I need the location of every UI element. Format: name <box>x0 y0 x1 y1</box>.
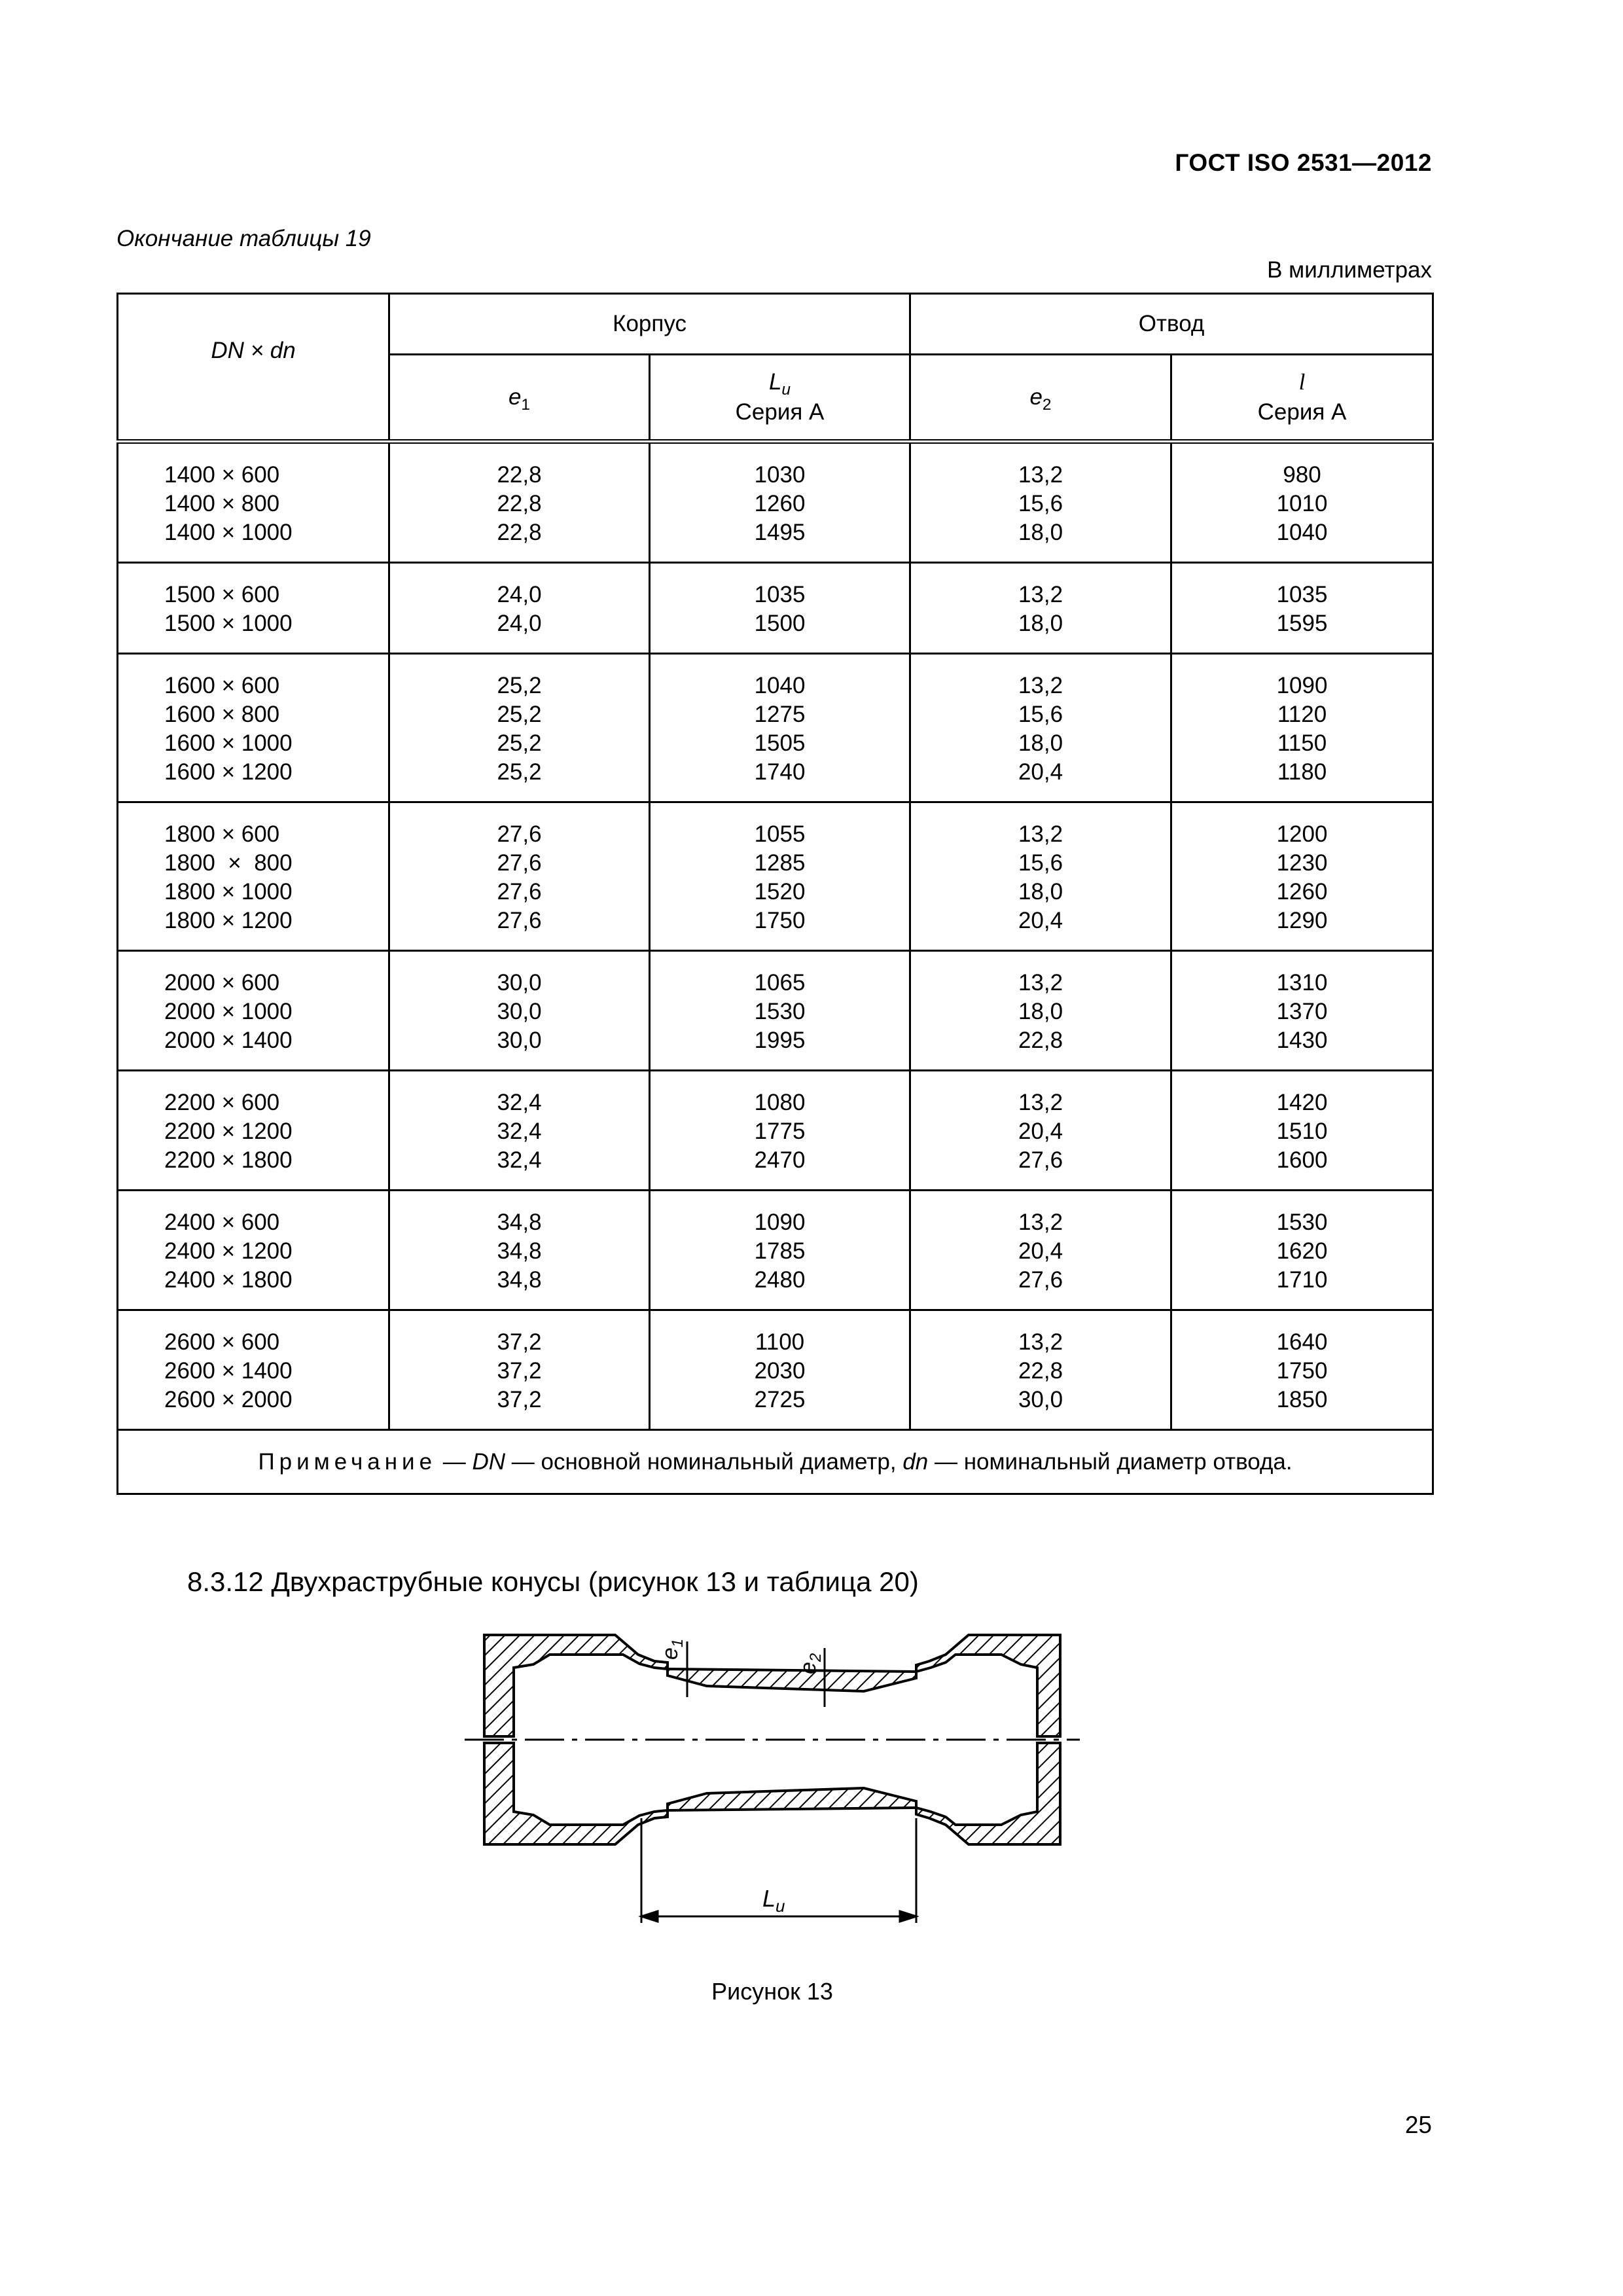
label-e2: $e_2$ <box>796 1653 825 1674</box>
cell-e1: 25,2 25,2 25,2 25,2 <box>389 654 650 802</box>
cell-lu: 1040 1275 1505 1740 <box>650 654 910 802</box>
table-row-group <box>118 1310 1433 1430</box>
cell-e2: 13,2 15,6 18,0 20,4 <box>910 802 1171 951</box>
table-row-group <box>118 1071 1433 1191</box>
table-note: Примечание — DN — основной номинальный диаметр, dn — номинальный диаметр отвода. <box>118 1430 1433 1494</box>
cell-l: 1200 1230 1260 1290 <box>1171 802 1433 951</box>
label-lu: $L_u$ <box>762 1885 785 1916</box>
cell-e2: 13,2 18,0 22,8 <box>910 951 1171 1071</box>
header-branch: Отвод <box>910 294 1433 355</box>
cell-lu: 1100 2030 2725 <box>650 1310 910 1430</box>
cell-e2: 13,2 20,4 27,6 <box>910 1071 1171 1191</box>
cell-lu: 1035 1500 <box>650 563 910 654</box>
cell-l: 1090 1120 1150 1180 <box>1171 654 1433 802</box>
cell-e1: 27,6 27,6 27,6 27,6 <box>389 802 650 951</box>
label-e1: $e_1$ <box>658 1638 687 1660</box>
cell-dn: 1500 × 600 1500 × 1000 <box>118 563 389 654</box>
section-heading: 8.3.12 Двухраструбные конусы (рисунок 13 и таблица 20) <box>187 1566 919 1597</box>
cell-e2: 13,2 22,8 30,0 <box>910 1310 1171 1430</box>
table-row-group <box>118 802 1433 951</box>
cell-e2: 13,2 15,6 18,0 <box>910 442 1171 563</box>
cell-e1: 22,8 22,8 22,8 <box>389 442 650 563</box>
header-lu: $L_u$ Серия A <box>650 355 910 442</box>
table-row-group <box>118 654 1433 802</box>
header-l: l Серия A <box>1171 355 1433 442</box>
cell-l: 1530 1620 1710 <box>1171 1191 1433 1310</box>
cell-dn: 1400 × 600 1400 × 800 1400 × 1000 <box>118 442 389 563</box>
cell-l: 1420 1510 1600 <box>1171 1071 1433 1191</box>
page-number: 25 <box>1404 2111 1432 2138</box>
cell-e1: 24,0 24,0 <box>389 563 650 654</box>
cell-e1: 37,2 37,2 37,2 <box>389 1310 650 1430</box>
cell-e1: 34,8 34,8 34,8 <box>389 1191 650 1310</box>
cell-dn: 2200 × 600 2200 × 1200 2200 × 1800 <box>118 1071 389 1191</box>
cell-lu: 1065 1530 1995 <box>650 951 910 1071</box>
cell-dn: 1600 × 600 1600 × 800 1600 × 1000 1600 × 1200 <box>118 654 389 802</box>
figure-13-drawing <box>458 1622 1086 1975</box>
document-code: ГОСТ ISO 2531—2012 <box>1175 149 1432 176</box>
cell-e2: 13,2 20,4 27,6 <box>910 1191 1171 1310</box>
header-e1: $e_1$ <box>389 355 650 442</box>
cell-lu: 1055 1285 1520 1750 <box>650 802 910 951</box>
cell-dn: 2000 × 600 2000 × 1000 2000 × 1400 <box>118 951 389 1071</box>
cell-e2: 13,2 15,6 18,0 20,4 <box>910 654 1171 802</box>
cell-l: 1640 1750 1850 <box>1171 1310 1433 1430</box>
cell-dn: 1800 × 600 1800 × 800 1800 × 1000 1800 × 1200 <box>118 802 389 951</box>
cell-lu: 1080 1775 2470 <box>650 1071 910 1191</box>
cell-dn: 2400 × 600 2400 × 1200 2400 × 1800 <box>118 1191 389 1310</box>
cell-lu: 1030 1260 1495 <box>650 442 910 563</box>
cell-l: 1310 1370 1430 <box>1171 951 1433 1071</box>
cell-e1: 32,4 32,4 32,4 <box>389 1071 650 1191</box>
table-row-group <box>118 951 1433 1071</box>
cell-l: 980 1010 1040 <box>1171 442 1433 563</box>
cell-e1: 30,0 30,0 30,0 <box>389 951 650 1071</box>
table-row-group <box>118 1191 1433 1310</box>
header-body: Корпус <box>389 294 910 355</box>
cell-l: 1035 1595 <box>1171 563 1433 654</box>
table-continuation-label: Окончание таблицы 19 <box>116 226 371 251</box>
cell-e2: 13,2 18,0 <box>910 563 1171 654</box>
header-e2: $e_2$ <box>910 355 1171 442</box>
units-label: В миллиметрах <box>1267 257 1432 283</box>
table-row-group <box>118 563 1433 654</box>
cell-lu: 1090 1785 2480 <box>650 1191 910 1310</box>
cell-dn: 2600 × 600 2600 × 1400 2600 × 2000 <box>118 1310 389 1430</box>
table-row-group <box>118 442 1433 563</box>
table-19 <box>116 293 1434 1495</box>
header-dn-dn: DN × dn <box>118 294 389 442</box>
figure-caption: Рисунок 13 <box>711 1978 833 2005</box>
